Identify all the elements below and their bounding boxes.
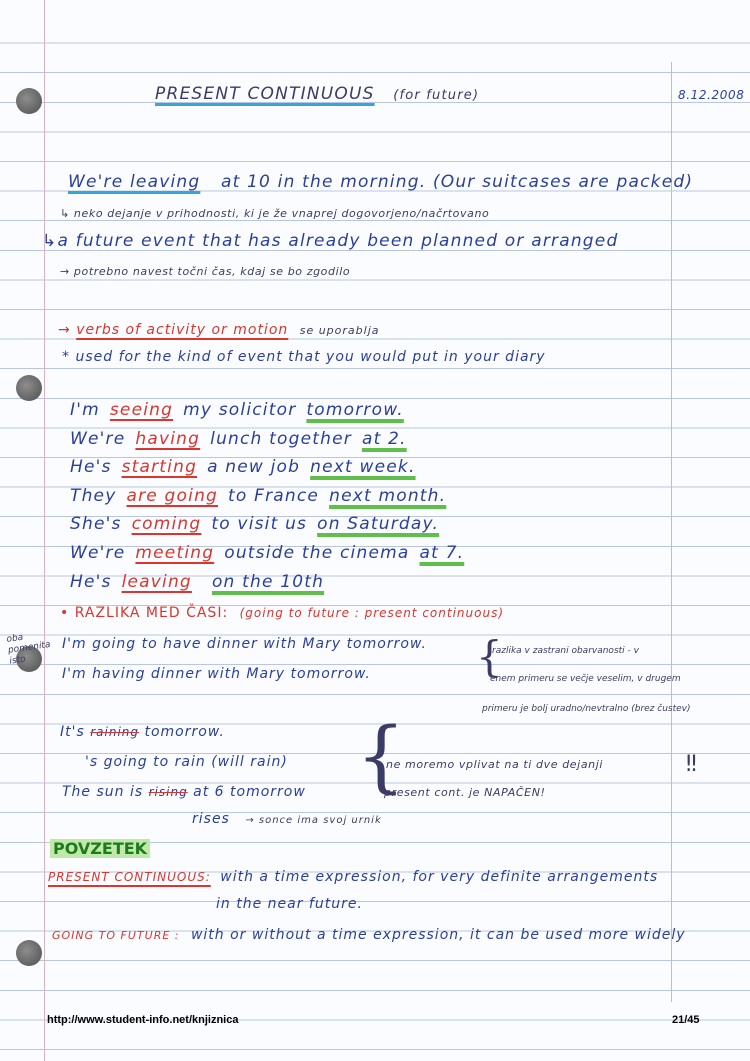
weather-bracket-note-1: ne moremo vplivat na ti dve dejanji xyxy=(386,758,604,771)
example-verb: meeting xyxy=(135,543,215,563)
diary-rule: * used for the kind of event that you would put in your diary xyxy=(62,349,546,365)
example-line xyxy=(70,486,456,506)
razlika-heading-line xyxy=(60,605,504,621)
example-line xyxy=(70,514,449,534)
razlika-line-1: I'm going to have dinner with Mary tomorrow. xyxy=(62,636,427,652)
razlika-bracket-note-3: primeru je bolj uradno/nevtralno (brez čustev) xyxy=(482,704,691,714)
verbs-rule-red: verbs of activity or motion xyxy=(76,322,289,338)
example-verb: having xyxy=(135,428,201,449)
example-subj: We're xyxy=(70,543,126,563)
razlika-bracket-note-1: razlika v zastrani obarvanosti - v xyxy=(492,646,639,656)
weather-line-3-a: The sun is xyxy=(62,784,144,800)
example-time: on Saturday. xyxy=(317,514,440,535)
footer-page-number: 21/45 xyxy=(672,1014,700,1026)
example-time: at 7. xyxy=(419,543,465,563)
arrow-icon: ↳ xyxy=(60,207,74,220)
slovene-note-2-text: potrebno navest točni čas, kdaj se bo zgodilo xyxy=(73,265,351,278)
intro-example-rest: at 10 in the morning. (Our suitcases are packed) xyxy=(220,172,694,192)
example-line xyxy=(70,543,474,563)
arrow-icon: → xyxy=(58,322,77,338)
right-margin-line xyxy=(671,62,672,1002)
example-mid: outside the cinema xyxy=(224,543,410,563)
title-main: PRESENT CONTINUOUS xyxy=(155,84,375,104)
weather-line-1-struck: raining xyxy=(90,725,140,739)
slovene-note-2 xyxy=(60,265,350,278)
example-subj: I'm xyxy=(70,400,100,420)
summary-present-continuous xyxy=(48,869,658,885)
weather-line-3-b: at 6 tomorrow xyxy=(193,784,306,800)
razlika-heading-note: (going to future : present continuous) xyxy=(239,606,504,620)
example-line xyxy=(70,572,334,592)
arrow-icon: → xyxy=(60,265,74,278)
example-verb: starting xyxy=(121,457,198,478)
weather-line-2: 's going to rain (will rain) xyxy=(85,754,288,770)
verbs-rule xyxy=(58,322,380,338)
left-margin-line xyxy=(44,0,45,1061)
example-time: at 2. xyxy=(361,428,407,449)
weather-line-4-note: → sonce ima svoj urnik xyxy=(245,815,382,826)
summary-pc-text: with a time expression, for very definite arrangements xyxy=(220,869,659,885)
example-mid: to visit us xyxy=(211,514,308,535)
punch-hole-upper-middle xyxy=(16,375,42,401)
brace-razlika: { xyxy=(476,632,503,681)
intro-example xyxy=(68,172,693,192)
razlika-bracket-note-2: enem primeru se večje veselim, v drugem xyxy=(490,674,681,684)
example-subj: He's xyxy=(70,571,112,592)
weather-line-4-text: rises xyxy=(192,811,230,827)
example-mid: a new job xyxy=(207,457,301,478)
example-subj: She's xyxy=(70,514,122,535)
example-verb: leaving xyxy=(121,571,192,592)
example-subj: We're xyxy=(70,428,126,449)
example-time: tomorrow. xyxy=(306,400,404,420)
weather-bracket-note-2: present cont. je NAPAČEN! xyxy=(384,786,546,799)
example-mid: lunch together xyxy=(210,428,352,449)
footer-url: http://www.student-info.net/knjiznica xyxy=(47,1014,239,1026)
english-note-1 xyxy=(42,231,618,251)
razlika-line-2: I'm having dinner with Mary tomorrow. xyxy=(62,666,371,682)
example-line xyxy=(70,429,417,449)
weather-line-1-b: tomorrow. xyxy=(144,724,225,740)
intro-example-subject: We're leaving xyxy=(68,172,201,192)
slovene-note-1-text: neko dejanje v prihodnosti, ki je že vnaprej dogovorjeno/načrtovano xyxy=(73,207,490,220)
verbs-rule-slovene: se uporablja xyxy=(299,324,380,337)
example-time: on the 10th xyxy=(211,571,325,592)
example-time: next week. xyxy=(310,457,416,478)
english-note-1-text: a future event that has already been planned or arranged xyxy=(57,231,619,251)
punch-hole-bottom xyxy=(16,940,42,966)
weather-line-1-a: It's xyxy=(60,724,85,740)
title-note: (for future) xyxy=(393,88,480,103)
summary-going-to xyxy=(52,927,686,943)
page-title xyxy=(155,84,479,104)
slovene-note-1 xyxy=(60,207,489,220)
summary-heading: POVZETEK xyxy=(50,839,150,858)
brace-weather: { xyxy=(356,712,406,802)
weather-line-4 xyxy=(192,811,382,827)
summary-gt-text: with or without a time expression, it can be used more widely xyxy=(190,927,686,943)
example-verb: coming xyxy=(131,514,202,535)
arrow-icon: ↳ xyxy=(42,231,58,251)
razlika-heading: • RAZLIKA MED ČASI: xyxy=(60,605,229,621)
summary-pc-text-2: in the near future. xyxy=(216,896,363,912)
example-subj: He's xyxy=(70,457,112,478)
weather-line-1 xyxy=(60,724,225,740)
weather-line-3 xyxy=(62,784,306,800)
example-mid: my solicitor xyxy=(183,400,297,420)
date: 8.12.2008 xyxy=(678,88,745,102)
example-subj: They xyxy=(70,485,117,506)
example-line xyxy=(70,400,414,420)
summary-heading-line xyxy=(50,839,150,858)
example-verb: seeing xyxy=(109,400,174,420)
weather-line-3-struck: rising xyxy=(148,785,188,799)
punch-hole-top xyxy=(16,88,42,114)
summary-gt-label: GOING TO FUTURE : xyxy=(52,929,180,942)
exclamation-mark-icon: ‼ xyxy=(686,752,697,777)
razlika-side-note: oba pomenita isto xyxy=(5,632,52,667)
example-time: next month. xyxy=(329,485,447,506)
example-verb: are going xyxy=(126,485,219,506)
summary-pc-label: PRESENT CONTINUOUS: xyxy=(48,870,211,884)
example-line xyxy=(70,457,426,477)
example-mid: to France xyxy=(228,485,320,506)
